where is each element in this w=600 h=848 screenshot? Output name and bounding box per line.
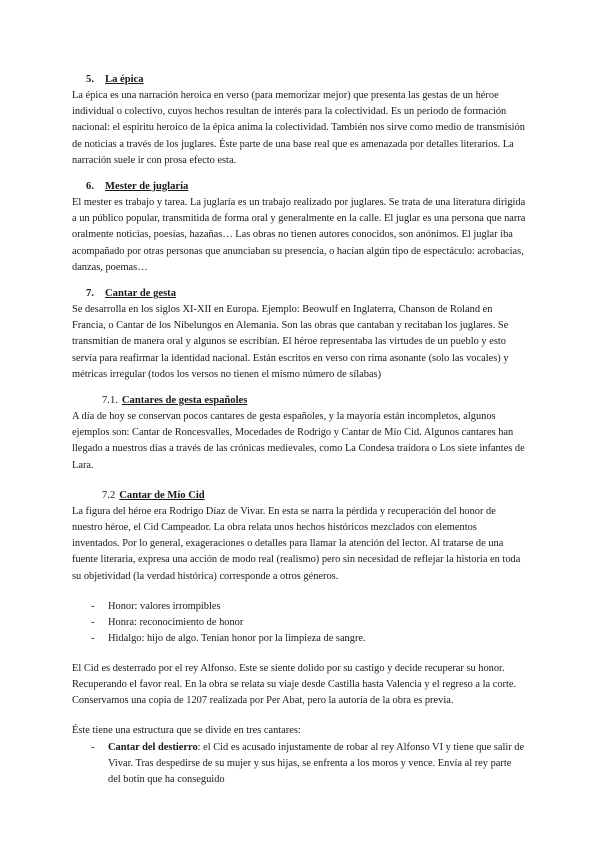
list-item: - Honor: valores irrompibles (72, 599, 526, 615)
list-item: - Honra: reconocimiento de honor (72, 615, 526, 631)
subsection-title: Cantar de Mío Cid (119, 489, 205, 501)
paragraph-epica: La épica es una narración heroica en verso (para memorizar mejor) que presenta las gestas de un héroe individual o colectivo, cuyos hechos resultan de interés para la colectividad. Es un periodo de formación nacional: el espíritu heroico de la épica anima la colectividad. También nos sirve como medio de transmisión de noticias a través de los juglares. Éste parte de una base real que es amenazada por detalles literarios. La narración suele ir con prosa efecto esta. (72, 90, 525, 166)
cantar-description: : el Cid es acusado injustamente de robar al rey Alfonso VI y tiene que salir de Vivar. Tras despedirse de su mujer y sus hijas, se enfrenta a los moros y vence. Envía al rey parte del botín que ha conseguido (108, 741, 525, 785)
document-content (72, 72, 526, 788)
section-number: 6. (86, 181, 94, 193)
section-heading-cantar (72, 286, 526, 302)
list-item: - Hidalgo: hijo de algo. Tenían honor por la limpieza de sangre. (72, 631, 526, 647)
cantar-term: Cantar del destierro (108, 741, 198, 753)
subsection-heading-miocid (72, 488, 526, 504)
section-number: 7. (86, 288, 94, 300)
section-heading-epica (72, 72, 526, 88)
section-title: La épica (105, 74, 144, 85)
paragraph-estructura: Éste tiene una estructura que se divide en tres cantares: (72, 725, 301, 737)
paragraph-espanoles: A día de hoy se conservan pocos cantares de gesta españoles, y la mayoría están incompletos, algunos ejemplos son: Cantar de Roncesvalles, Mocedades de Rodrigo y Cantar de Mío Cid. Algunos cantares han llegado a nuestros días a través de las crónicas medievales, como La Condesa traidora o Los siete infantes de Lara. (72, 411, 525, 471)
section-number: 5. (86, 74, 94, 85)
subsection-title: Cantares de gesta españoles (121, 395, 248, 407)
paragraph-destierro-summary: El Cid es desterrado por el rey Alfonso. Este se siente dolido por su castigo y decide recuperar su honor. Recuperando el favor real. En la obra se relata su viaje desde Castilla hasta Valencia y el regreso a la corte. Conservamos una copia de 1207 realizada por Per Abat, pero la autoría de la obra es previa. (72, 662, 517, 707)
section-title: Mester de juglaría (105, 181, 189, 193)
dash-bullet-icon: - (91, 616, 95, 628)
section-title: Cantar de gesta (105, 288, 177, 300)
paragraph-cantar: Se desarrolla en los siglos XI-XII en Europa. Ejemplo: Beowulf en Inglaterra, Chanson de Roland en Francia, o Cantar de los Nibelungos en Alemania. Son las obras que cantaban y recitaban los juglares. Se transmitían de manera oral y algunos se escribían. El héroe representaba las virtudes de un pueblo y esto servía para reafirmar la identidad nacional. Están escritos en verso con rima asonante (solo las vocales) y métricas irregular (todos los versos no tienen el mismo número de sílabas) (72, 304, 509, 380)
paragraph-mester: El mester es trabajo y tarea. La juglaría es un trabajo realizado por juglares. Se trata de una literatura dirigida a un público popular, transmitida de forma oral y generalmente en la calle. El juglar es una persona que narra oralmente noticias, poesías, hazañas… Las obras no tienen autores conocidos, son anónimos. El juglar iba acompañado por otras personas que anunciaban su presencia, o hacían algún tipo de espectáculo: acrobacias, danzas, poemas… (72, 197, 526, 273)
definitions-list (72, 599, 526, 647)
subsection-number: 7.1. (102, 395, 118, 407)
cantares-list (72, 740, 526, 788)
list-item (72, 740, 526, 788)
subsection-heading-espanoles (72, 393, 526, 409)
paragraph-miocid: La figura del héroe era Rodrigo Díaz de Vivar. En esta se narra la pérdida y recuperación del honor de nuestro héroe, el Cid Campeador. La obra relata unos hechos históricos mezclados con elementos inventados. Por lo general, exageraciones o detalles para llamar la atención del lector. Al tratarse de una fuente literaria, expresa una acción de modo real (realismo) pero sin necesidad de reflejar la historia en toda su objetividad (la verdad histórica) corresponde a otros géneros. (72, 505, 521, 582)
section-heading-mester (72, 179, 526, 195)
subsection-number: 7.2 (102, 489, 116, 501)
dash-bullet-icon: - (91, 632, 95, 644)
dash-bullet-icon: - (91, 741, 95, 753)
dash-bullet-icon: - (91, 600, 95, 612)
